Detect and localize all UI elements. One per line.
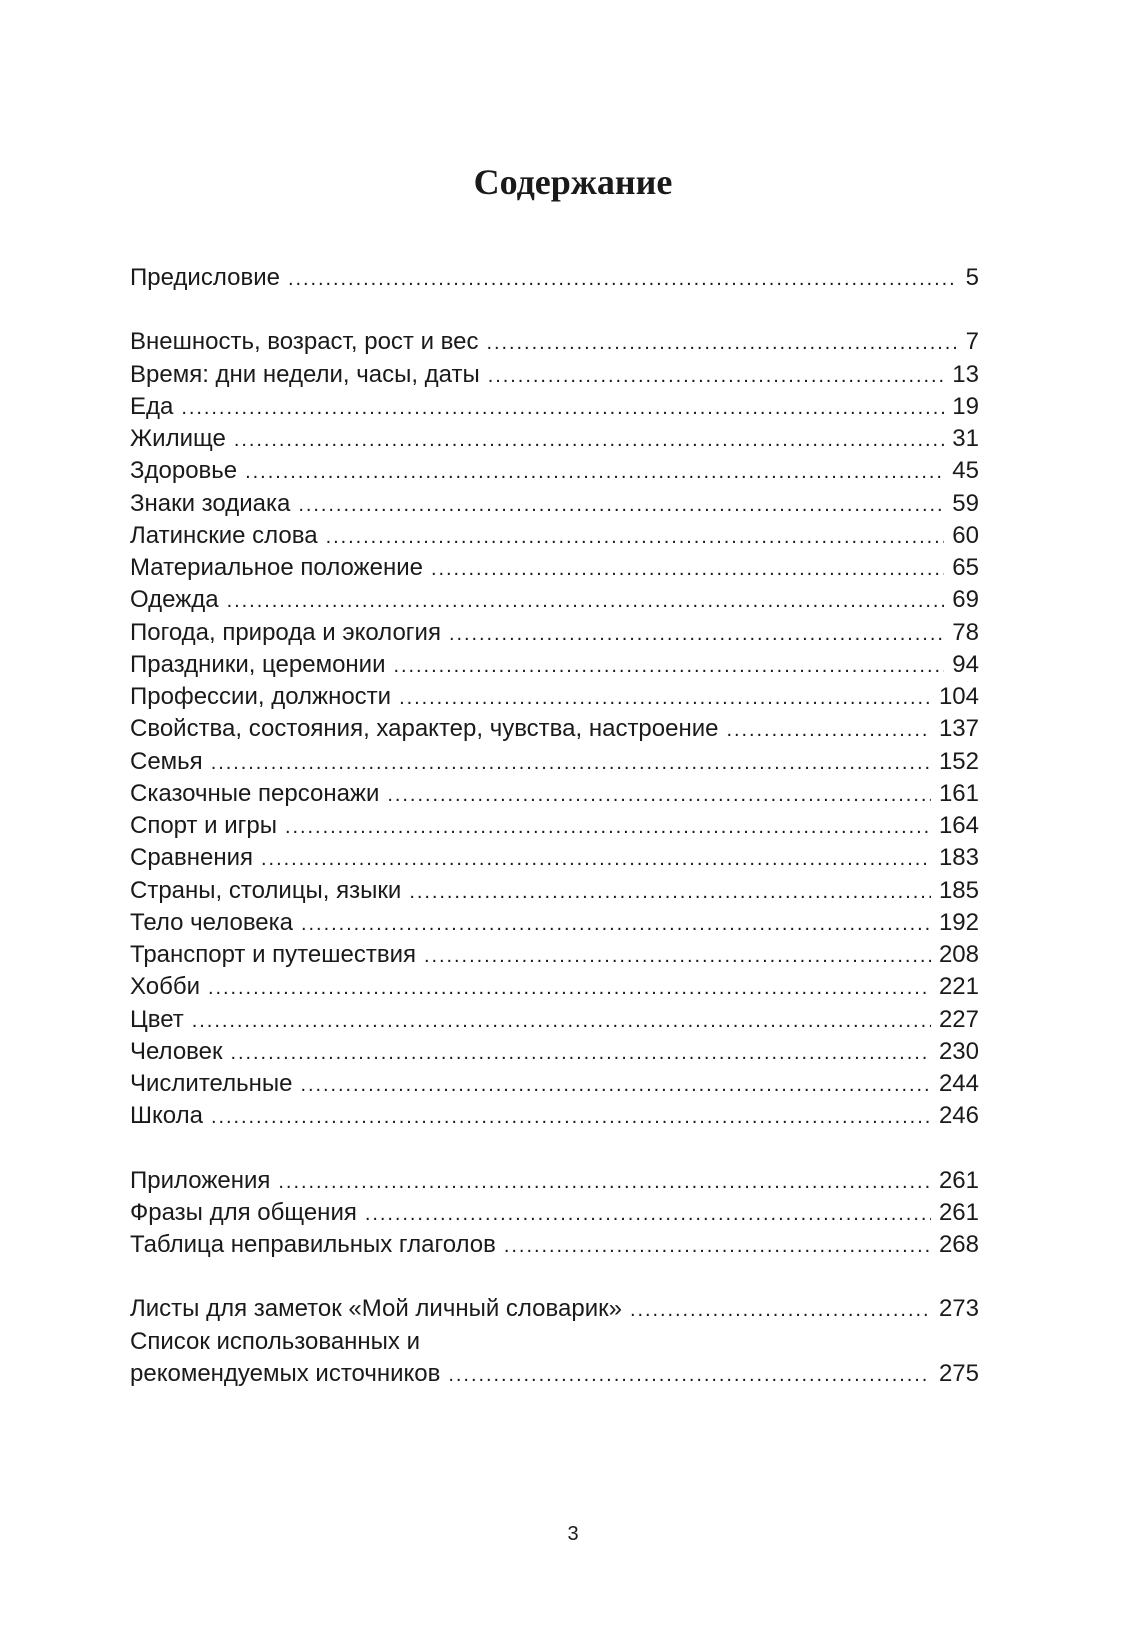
toc-entry-page: 246 <box>938 1102 979 1130</box>
toc-dot-leader <box>181 392 944 424</box>
toc-entry-page: 94 <box>952 650 979 678</box>
toc-entry-title: Семья <box>130 747 203 775</box>
toc-entry-page: 244 <box>938 1070 979 1097</box>
toc-entry-page: 60 <box>952 521 979 549</box>
toc-entry <box>130 1197 979 1229</box>
toc-entry-page: 221 <box>938 973 979 1001</box>
toc-entry-title: Человек <box>130 1037 223 1065</box>
toc-entry-page: 261 <box>938 1166 979 1194</box>
toc-entry-page: 192 <box>938 908 979 936</box>
toc-entry-page: 78 <box>952 618 979 646</box>
toc-entry <box>130 359 979 391</box>
toc-entry-title: рекомендуемых источников <box>130 1359 441 1387</box>
toc-dot-leader <box>387 779 931 811</box>
toc-dot-leader <box>488 360 945 392</box>
toc-entry <box>130 326 979 358</box>
toc-entry-page: 19 <box>952 392 979 420</box>
toc-dot-leader <box>208 972 931 1004</box>
toc-dot-leader <box>365 1198 931 1230</box>
toc-entry-page: 7 <box>965 328 979 356</box>
toc-dot-leader <box>504 1230 931 1262</box>
page-title: Содержание <box>473 162 673 202</box>
toc-entry-title: Тело человека <box>130 908 294 936</box>
toc-entry-title: Спорт и игры <box>130 812 277 839</box>
toc-dot-leader <box>261 843 931 875</box>
toc-dot-leader <box>409 876 931 908</box>
toc-dot-leader <box>424 940 931 972</box>
toc-entry <box>130 584 979 616</box>
toc-entry <box>130 810 979 842</box>
toc-entry-page: 183 <box>938 844 979 872</box>
toc-entry-title: Фразы для общения <box>130 1198 357 1226</box>
toc-dot-leader <box>298 489 944 521</box>
toc-entry-page: 185 <box>938 876 979 904</box>
toc-entry-page: 59 <box>952 489 979 517</box>
toc-entry <box>130 971 979 1003</box>
toc-entry <box>130 778 979 810</box>
toc-entry <box>130 842 979 874</box>
toc-entry-page: 31 <box>952 425 979 452</box>
toc-dot-leader <box>211 1101 931 1133</box>
toc-dot-leader <box>192 1005 931 1037</box>
toc-entry-title: Школа <box>130 1102 203 1130</box>
toc-entry-title: Жилище <box>130 425 226 452</box>
toc-entry-page: 268 <box>938 1231 979 1258</box>
toc-entry-page: 230 <box>938 1037 979 1065</box>
toc-entry-page: 164 <box>938 812 979 839</box>
toc-entry-page: 5 <box>965 264 979 291</box>
toc-entry <box>130 1036 979 1068</box>
toc-dot-leader <box>285 811 931 843</box>
toc-entry-page: 227 <box>938 1005 979 1033</box>
toc-entry <box>130 1358 979 1390</box>
toc-group <box>130 1165 979 1262</box>
toc-dot-leader <box>234 424 944 456</box>
toc-dot-leader <box>726 714 930 746</box>
toc-entry-title: Цвет <box>130 1005 184 1033</box>
toc-entry-title: Список использованных и <box>130 1327 420 1355</box>
toc-entry <box>130 262 979 294</box>
toc-entry <box>130 1293 979 1325</box>
toc-dot-leader <box>301 908 931 940</box>
toc-entry-title: Сравнения <box>130 844 254 872</box>
toc-entry-page: 152 <box>938 747 979 775</box>
toc-entry <box>130 746 979 778</box>
toc-entry-title: Таблица неправильных глаголов <box>130 1231 496 1258</box>
toc-dot-leader <box>326 521 945 553</box>
toc-entry <box>130 713 979 745</box>
toc-entry <box>130 681 979 713</box>
toc-entry-title: Латинские слова <box>130 521 318 549</box>
toc-entry-title: Приложения <box>130 1166 271 1194</box>
page-number: 3 <box>567 1523 579 1545</box>
toc-entry <box>130 552 979 584</box>
toc-dot-leader <box>231 1037 931 1069</box>
toc-dot-leader <box>449 618 944 650</box>
toc-entry-title: Транспорт и путешествия <box>130 941 416 968</box>
toc-entry-page: 161 <box>938 779 979 807</box>
toc-entry-title: Профессии, должности <box>130 683 392 710</box>
toc-entry-title: Здоровье <box>130 457 238 485</box>
toc-entry <box>130 488 979 520</box>
toc-entry-page: 137 <box>938 715 979 743</box>
toc-entry-title: Страны, столицы, языки <box>130 876 402 904</box>
toc-dot-leader <box>486 327 957 359</box>
toc-entry-page: 273 <box>938 1295 979 1323</box>
toc-entry-title: Сказочные персонажи <box>130 779 380 807</box>
toc-entry-title: Еда <box>130 392 174 420</box>
toc-entry-page: 261 <box>938 1198 979 1226</box>
toc-entry <box>130 520 979 552</box>
toc-entry-page: 208 <box>938 941 979 968</box>
toc-dot-leader <box>211 747 931 779</box>
toc-entry <box>130 1326 979 1358</box>
toc-group <box>130 326 979 1132</box>
toc-entry-title: Свойства, состояния, характер, чувства, настроение <box>130 715 719 743</box>
toc-entry <box>130 1100 979 1132</box>
toc-entry-title: Погода, природа и экология <box>130 618 441 646</box>
toc-entry-title: Время: дни недели, часы, даты <box>130 360 480 388</box>
toc-group <box>130 1293 979 1390</box>
toc-entry-title: Предисловие <box>130 264 280 291</box>
toc-entry-page: 45 <box>952 457 979 485</box>
toc-dot-leader <box>394 650 945 682</box>
table-of-contents <box>130 262 979 1390</box>
toc-entry-title: Одежда <box>130 586 219 614</box>
toc-entry-title: Хобби <box>130 973 200 1001</box>
toc-entry <box>130 455 979 487</box>
toc-entry <box>130 649 979 681</box>
toc-dot-leader <box>278 1166 931 1198</box>
toc-entry-title: Материальное положение <box>130 554 423 581</box>
toc-entry-page: 13 <box>952 360 979 388</box>
toc-entry-title: Листы для заметок «Мой личный словарик» <box>130 1295 622 1323</box>
toc-entry-page: 104 <box>938 683 979 710</box>
toc-dot-leader <box>431 553 944 585</box>
toc-group <box>130 262 979 294</box>
toc-entry <box>130 423 979 455</box>
toc-entry <box>130 1229 979 1261</box>
toc-entry-title: Знаки зодиака <box>130 489 291 517</box>
toc-entry <box>130 907 979 939</box>
toc-dot-leader <box>300 1069 931 1101</box>
toc-entry <box>130 939 979 971</box>
toc-entry-page: 65 <box>952 554 979 581</box>
toc-entry-page: 275 <box>938 1359 979 1387</box>
toc-entry <box>130 1165 979 1197</box>
toc-dot-leader <box>448 1359 931 1391</box>
toc-entry-page: 69 <box>952 586 979 614</box>
toc-entry-title: Внешность, возраст, рост и вес <box>130 328 479 356</box>
toc-entry-title: Числительные <box>130 1070 293 1097</box>
toc-dot-leader <box>245 456 944 488</box>
toc-dot-leader <box>288 263 958 295</box>
toc-entry <box>130 391 979 423</box>
toc-entry <box>130 617 979 649</box>
toc-entry-title: Праздники, церемонии <box>130 650 386 678</box>
toc-entry <box>130 1068 979 1100</box>
toc-entry <box>130 1004 979 1036</box>
toc-entry <box>130 875 979 907</box>
toc-dot-leader <box>399 682 931 714</box>
toc-dot-leader <box>630 1294 931 1326</box>
toc-dot-leader <box>227 585 945 617</box>
